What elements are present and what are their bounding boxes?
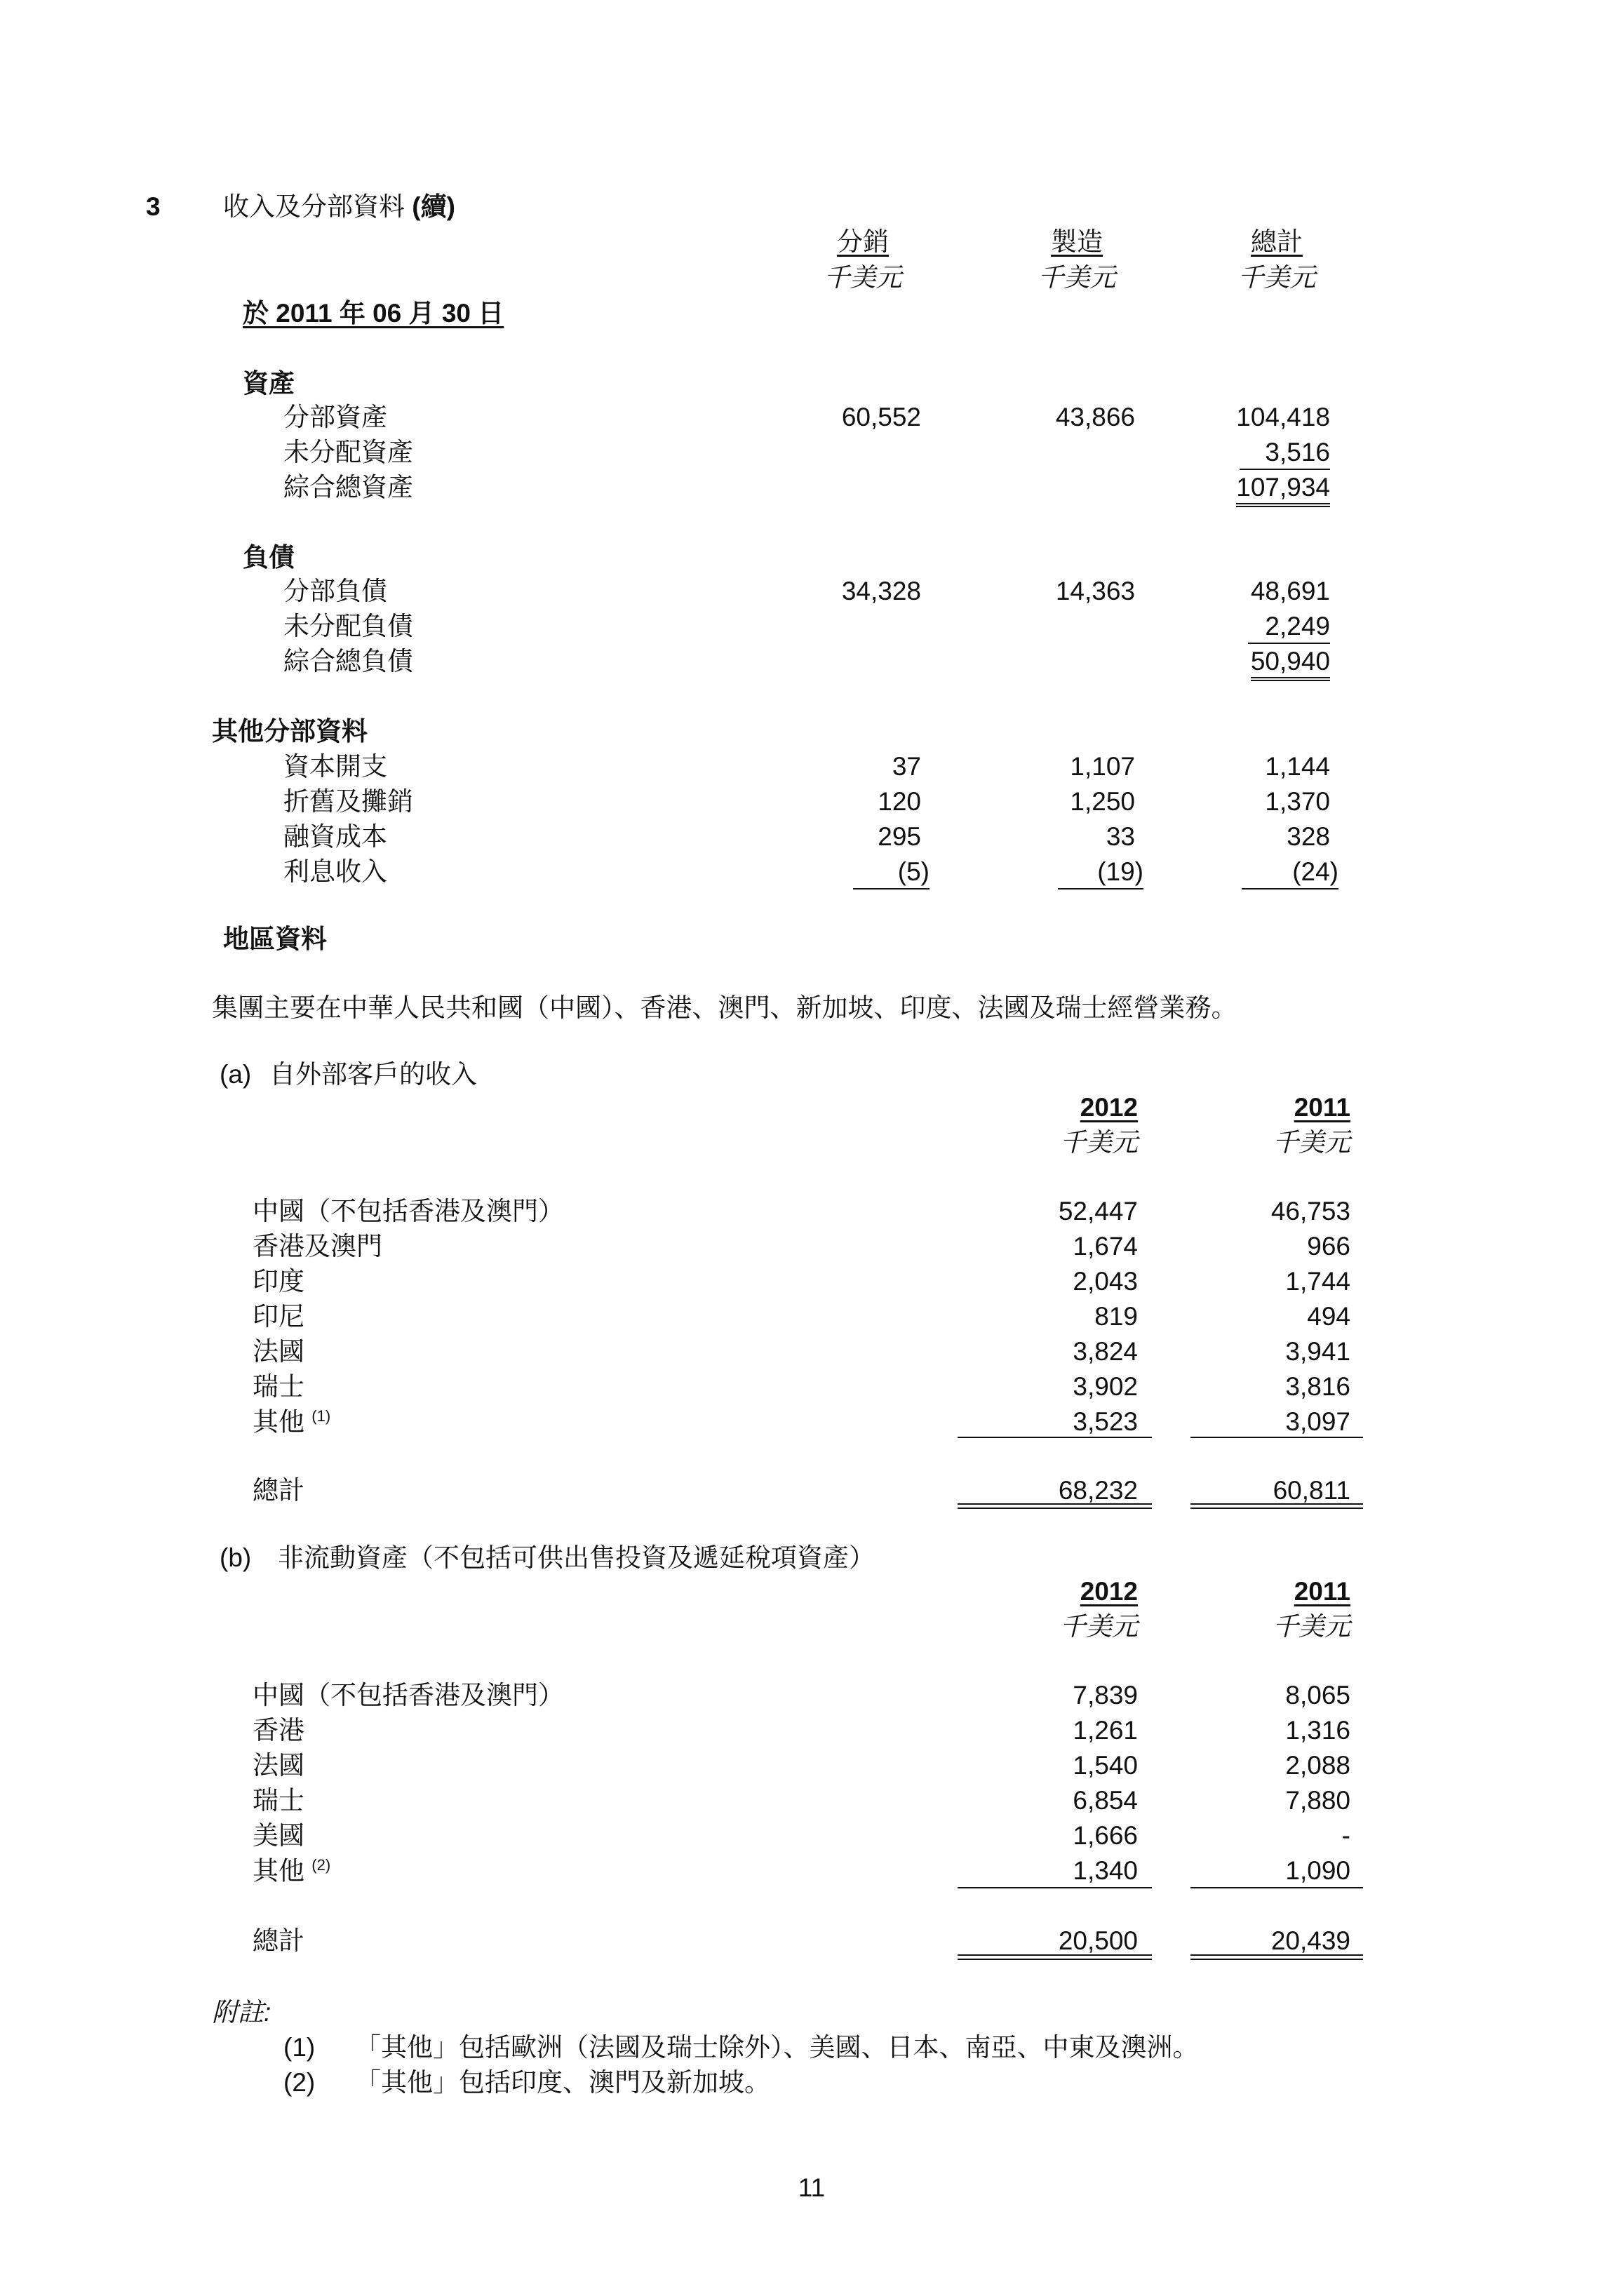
geo-b-title: 非流動資產（不包括可供出售投資及遞延稅項資產） [278,1543,875,1572]
note-number: (1) [283,2033,316,2062]
subtotal-rule [958,1887,1152,1888]
value-text: 3,516 [1240,438,1330,470]
geo-a-title: 自外部客戶的收入 [269,1060,477,1089]
year-unit-2011: 千美元 [1273,1128,1350,1157]
value-cell: 6,854 [1073,1786,1138,1815]
value-cell: 1,674 [1073,1232,1138,1261]
note-number: (2) [283,2068,316,2097]
value-cell: 33 [1106,822,1135,851]
row-label: 融資成本 [283,822,387,851]
row-label [253,1409,330,1435]
row-label: 香港及澳門 [253,1232,382,1261]
value-cell: 1,370 [1265,787,1330,816]
geo-heading: 地區資料 [223,925,327,953]
value-cell: 1,144 [1265,752,1330,781]
year-header-2012: 2012 [1080,1093,1138,1122]
value-cell: 3,902 [1073,1372,1138,1401]
value-cell: 34,328 [841,577,921,605]
notes-heading: 附註: [212,1998,271,2027]
value-cell [772,859,930,885]
total-double-rule [1190,1954,1363,1960]
page-number: 11 [798,2173,826,2202]
year-header-2011: 2011 [1294,1093,1350,1122]
value-cell: - [1341,1821,1350,1850]
row-label: 香港 [253,1716,304,1745]
value-cell: 1,316 [1285,1716,1350,1745]
value-cell: 3,941 [1285,1337,1350,1366]
note-text: 「其他」包括印度、澳門及新加坡。 [355,2068,770,2097]
value-cell: 1,250 [1070,787,1135,816]
value-text: (19) [1058,857,1143,889]
value-cell: 7,839 [1073,1681,1138,1710]
footnote-ref: (2) [311,1856,331,1874]
row-label: 分部負債 [283,577,387,605]
value-text: (5) [853,857,930,889]
value-cell: 43,866 [1055,403,1135,431]
year-header-2011: 2011 [1294,1577,1350,1606]
section-title-text: 收入及分部資料 [223,192,405,221]
value-cell: 1,261 [1073,1716,1138,1745]
subtotal-rule [1190,1887,1363,1888]
row-label: 綜合總資產 [283,473,413,502]
assets-heading: 資產 [243,369,295,398]
value-cell: 60,552 [841,403,921,431]
value-text: 2,249 [1248,612,1330,644]
value-cell: 2,088 [1285,1751,1350,1780]
section-number: 3 [146,192,161,221]
value-cell: 46,753 [1270,1197,1350,1226]
geo-a-label: (a) [220,1060,252,1089]
row-label: 瑞士 [253,1372,304,1401]
value-cell: 8,065 [1285,1681,1350,1710]
row-label: 法國 [253,1751,304,1780]
row-label-text: 其他 [253,1856,304,1886]
value-cell: 120 [878,787,921,816]
value-cell [1179,648,1330,674]
section-cont: (續) [412,192,455,221]
value-cell [1179,474,1330,500]
row-label: 印度 [253,1267,304,1296]
col-unit-total: 千美元 [1237,263,1316,292]
col-unit-distribution: 千美元 [824,263,902,292]
row-label: 綜合總負債 [283,647,413,676]
section-title [223,194,455,220]
value-cell: 3,097 [1285,1407,1350,1436]
value-cell: 37 [892,752,921,781]
value-cell: 48,691 [1250,577,1330,605]
value-cell: 7,880 [1285,1786,1350,1815]
value-cell [982,859,1143,885]
note-text: 「其他」包括歐洲（法國及瑞士除外）、美國、日本、南亞、中東及澳洲。 [355,2033,1199,2062]
total-value: 20,500 [1058,1926,1138,1955]
row-label: 印尼 [253,1302,304,1331]
value-cell [1179,439,1330,465]
value-cell: 2,043 [1073,1267,1138,1296]
year-header-2012: 2012 [1080,1577,1138,1606]
row-label: 中國（不包括香港及澳門） [253,1197,564,1226]
row-label: 未分配資產 [283,438,413,466]
other-heading: 其他分部資料 [212,717,368,746]
value-cell: 1,090 [1285,1856,1350,1885]
segment-date-label: 於 2011 年 06 月 30 日 [243,299,504,328]
value-cell: 1,540 [1073,1751,1138,1780]
total-value: 60,811 [1273,1476,1350,1505]
subtotal-rule [958,1437,1152,1438]
row-label: 中國（不包括香港及澳門） [253,1681,564,1710]
total-value: 20,439 [1270,1926,1350,1955]
footnote-ref: (1) [311,1407,331,1425]
row-label: 分部資產 [283,403,387,431]
row-label: 法國 [253,1337,304,1366]
value-cell: 52,447 [1058,1197,1138,1226]
value-text: 107,934 [1236,473,1330,507]
row-label: 資本開支 [283,752,387,781]
total-value: 68,232 [1058,1476,1138,1505]
value-cell: 494 [1307,1302,1350,1331]
value-cell: 3,816 [1285,1372,1350,1401]
liabilities-heading: 負債 [243,543,295,572]
value-cell: 966 [1307,1232,1350,1261]
col-header-manufacturing: 製造 [1051,227,1103,256]
value-cell: 3,523 [1073,1407,1138,1436]
total-label: 總計 [253,1476,304,1505]
row-label [253,1858,330,1884]
value-cell: 1,666 [1073,1821,1138,1850]
subtotal-rule [1190,1437,1363,1438]
row-label: 折舊及攤銷 [283,787,413,816]
row-label: 未分配負債 [283,612,413,640]
value-cell: 328 [1287,822,1330,851]
value-cell: 104,418 [1236,403,1330,431]
total-double-rule [958,1503,1152,1509]
col-header-distribution: 分銷 [837,227,889,256]
geo-b-label: (b) [220,1543,252,1572]
value-cell [1179,859,1338,885]
row-label: 瑞士 [253,1786,304,1815]
value-text: (24) [1242,857,1338,889]
value-text: 50,940 [1251,647,1330,681]
value-cell: 819 [1094,1302,1138,1331]
row-label: 美國 [253,1821,304,1850]
row-label: 利息收入 [283,857,387,886]
value-cell: 1,340 [1073,1856,1138,1885]
geo-intro: 集團主要在中華人民共和國（中國）、香港、澳門、新加坡、印度、法國及瑞士經營業務。 [212,993,1237,1022]
year-unit-2011: 千美元 [1273,1612,1350,1641]
total-label: 總計 [253,1926,304,1955]
value-cell: 1,107 [1070,752,1135,781]
year-unit-2012: 千美元 [1060,1612,1138,1641]
total-double-rule [1190,1503,1363,1509]
value-cell: 3,824 [1073,1337,1138,1366]
value-cell: 295 [878,822,921,851]
row-label-text: 其他 [253,1407,304,1437]
total-double-rule [958,1954,1152,1960]
value-cell: 1,744 [1285,1267,1350,1296]
year-unit-2012: 千美元 [1060,1128,1138,1157]
col-header-total: 總計 [1251,227,1303,256]
value-cell: 14,363 [1055,577,1135,605]
col-unit-manufacturing: 千美元 [1038,263,1116,292]
value-cell [1179,613,1330,639]
